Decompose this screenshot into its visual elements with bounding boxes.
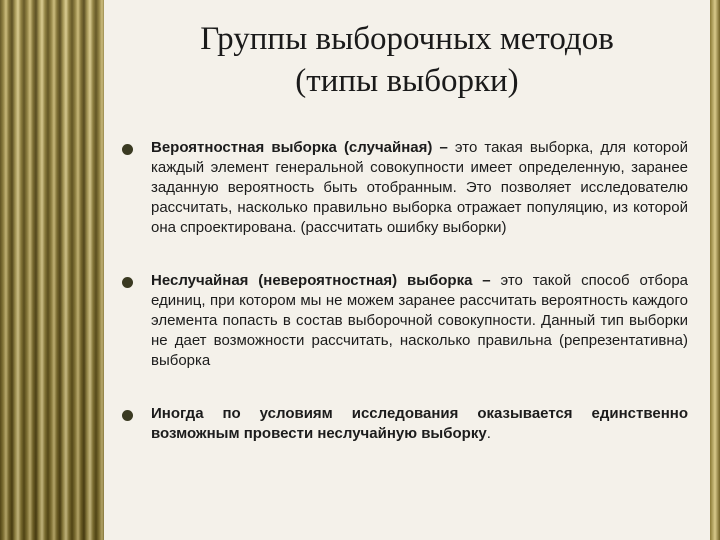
decorative-gold-border [0, 0, 104, 540]
bullet-description: это такая выборка, для которой каждый элемент генеральной совокупности имеет определенную, заранее заданную вероятность быть отобранным. Это позволяет исследователю рассчитать, насколько правильно выборка отражает популяцию, из которой она спроектирована. (рассчитать ошибку выборки) [151, 139, 688, 236]
bullet-term: Иногда по условиям исследования оказывается единственно возможным провести неслучайную выборку [151, 405, 688, 442]
bullet-item-probability-sample [122, 138, 688, 238]
slide-title-line-2: (типы выборки) [295, 63, 519, 99]
slide-content [104, 0, 710, 540]
bullet-term: Неслучайная (невероятностная) выборка – [151, 272, 491, 289]
slide-title [104, 18, 710, 102]
slide-title-line-1: Группы выборочных методов [200, 21, 614, 57]
bullet-text [151, 404, 688, 444]
bullet-item-sometimes [122, 404, 688, 444]
bullet-dot-icon [122, 410, 133, 421]
bullet-term: Вероятностная выборка (случайная) – [151, 139, 448, 156]
bullet-item-nonprobability-sample [122, 271, 688, 371]
bullet-dot-icon [122, 144, 133, 155]
bullet-text [151, 138, 688, 238]
bullet-text [151, 271, 688, 371]
bullet-list [122, 138, 688, 477]
decorative-right-edge [710, 0, 720, 540]
bullet-dot-icon [122, 277, 133, 288]
bullet-description: это такой способ отбора единиц, при котором мы не можем заранее рассчитать вероятность каждого элемента попасть в состав выборочной совокупности. Данный тип выборки не дает возможности рассчитать, насколько правильна (репрезентативна) выборка [151, 272, 688, 369]
bullet-description: . [486, 425, 491, 442]
